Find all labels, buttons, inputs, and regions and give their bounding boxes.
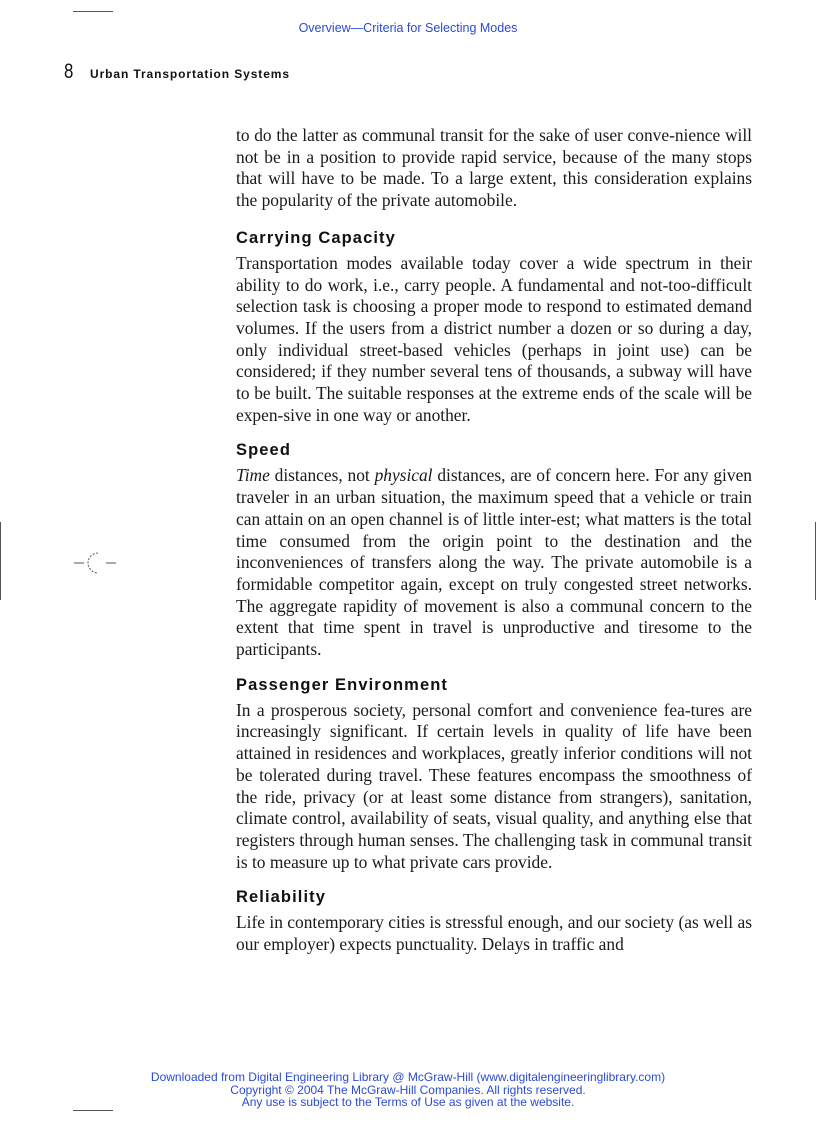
copyright-footer — [0, 1071, 816, 1109]
chapter-section-link[interactable]: Overview—Criteria for Selecting Modes — [298, 21, 518, 35]
running-head — [64, 60, 290, 84]
registration-mark-icon — [74, 550, 118, 576]
crop-mark-top-left — [73, 11, 113, 12]
main-content — [236, 125, 752, 956]
speed-text-part-2: distances, are of concern here. For any given traveler in an urban situation, the maximum speed that a vehicle or train can attain on an open channel is of little inter-est; what matters is the total time consumed from the origin point to the destination and the inconveniences of transfers along the way. The private automobile is a formidable competitor again, except on truly congested street networks. The aggregate rapidity of movement is also a communal concern to the extent that time spent in travel is unproductive and tiresome to the participants. — [236, 465, 752, 660]
paragraph-speed — [236, 465, 752, 660]
crop-mark-left-edge — [0, 522, 1, 600]
heading-reliability: Reliability — [236, 888, 327, 907]
paragraph-passenger-environment: In a prosperous society, personal comfort and convenience fea-tures are increasingly significant. If certain levels in quality of life have been attained in residences and workplaces, greatly inferior conditions will not be tolerated during travel. These features encompass the smoothness of the ride, privacy (or at least some distance from strangers), sanitation, climate control, availability of seats, visual quality, and anything else that registers through human senses. The challenging task in communal transit is to measure up to what private cars provide. — [236, 699, 752, 872]
footer-copyright: Copyright © 2004 The McGraw-Hill Companies. All rights reserved. — [230, 1082, 586, 1097]
footer-terms[interactable]: Any use is subject to the Terms of Use as given at the website. — [241, 1095, 575, 1109]
paragraph-carrying-capacity: Transportation modes available today cover a wide spectrum in their ability to do work, i.e., carry people. A fundamental and not-too-difficult selection task is choosing a proper mode to respond to estimated demand volumes. If the users from a district number a dozen or so during a day, only individual street-based vehicles (perhaps in joint use) can be considered; if they number several tens of thousands, a subway will have to be built. The suitable responses at the extreme ends of the scale will be expen-sive in one way or another. — [236, 252, 752, 425]
italic-time: Time — [236, 465, 270, 486]
heading-carrying-capacity: Carrying Capacity — [236, 228, 396, 247]
footer-download-link[interactable]: Downloaded from Digital Engineering Library @ McGraw-Hill (www.digitalengineeringlibrary.com) — [150, 1070, 666, 1084]
speed-text-part-1: distances, not — [269, 465, 375, 486]
paragraph-reliability: Life in contemporary cities is stressful enough, and our society (as well as our employer) expects punctuality. Delays in traffic and — [236, 912, 752, 955]
book-title: Urban Transportation Systems — [90, 67, 290, 81]
heading-passenger-environment: Passenger Environment — [236, 675, 448, 694]
page-number: 8 — [64, 60, 74, 83]
heading-speed: Speed — [236, 441, 292, 460]
crop-mark-bottom-left — [73, 1110, 113, 1111]
intro-paragraph: to do the latter as communal transit for the sake of user conve-nience will not be in a position to provide rapid service, because of the many stops that will have to be made. To a large extent, this consideration explains the popularity of the private automobile. — [236, 125, 752, 211]
italic-physical: physical — [374, 465, 433, 486]
